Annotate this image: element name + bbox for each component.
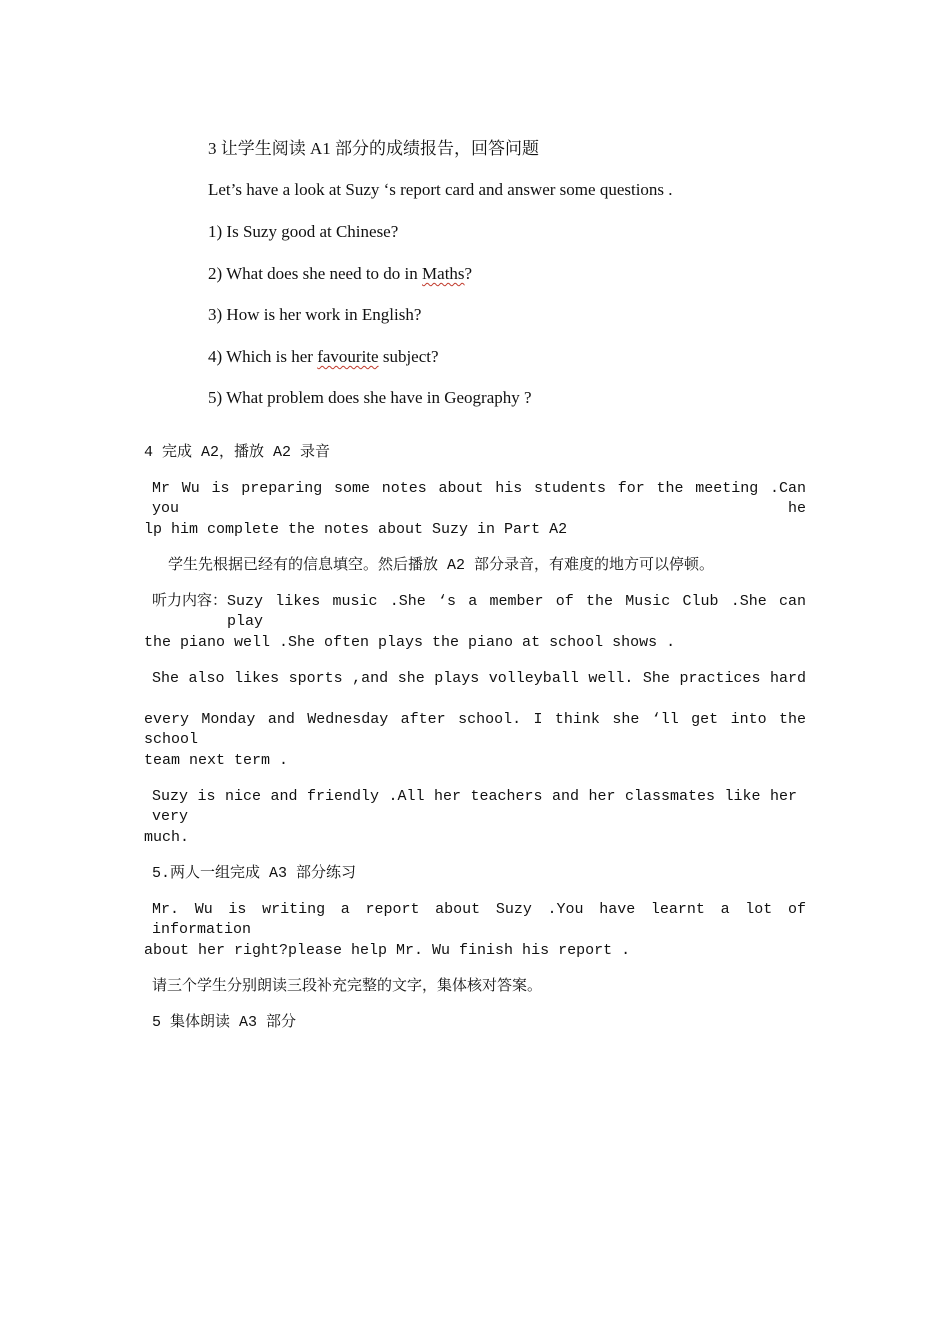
listening-label: 听力内容： — [152, 593, 228, 610]
listening-line-7: much. — [144, 829, 190, 846]
listening-line-2: the piano well .She often plays the piano at school shows . — [144, 634, 676, 651]
question-4 — [208, 347, 439, 367]
question-4-suffix: subject? — [378, 347, 439, 366]
question-2-suffix: ? — [464, 264, 473, 283]
section-4-instruction: 学生先根据已经有的信息填空。然后播放 A2 部分录音，有难度的地方可以停顿。 — [168, 557, 715, 574]
section-3-intro: Let’s have a look at Suzy ‘s report card and answer some questions . — [208, 180, 673, 199]
question-5: 5) What problem does she have in Geography ? — [208, 388, 532, 407]
listening-line-3: She also likes sports ,and she plays volleyball well. She practices hard — [152, 670, 806, 687]
section-3-heading: 3 让学生阅读 A1 部分的成绩报告，回答问题 — [208, 139, 540, 158]
section-5-line-1: Mr. Wu is writing a report about Suzy .You have learnt a lot of information — [152, 901, 806, 938]
listening-line-1 — [152, 592, 806, 632]
question-3: 3) How is her work in English? — [208, 305, 422, 324]
question-4-prefix: 4) Which is her — [208, 347, 318, 366]
listening-line-6: Suzy is nice and friendly .All her teachers and her classmates like her very — [152, 788, 797, 825]
listening-line-4: every Monday and Wednesday after school. I think she ‘ll get into the school — [144, 711, 806, 748]
question-2-maths-word: Maths — [422, 264, 465, 283]
question-1: 1) Is Suzy good at Chinese? — [208, 222, 399, 241]
section-5-instruction: 请三个学生分别朗读三段补充完整的文字，集体核对答案。 — [152, 978, 543, 995]
section-4-task-line-2: lp him complete the notes about Suzy in Part A2 — [144, 521, 568, 538]
section-5-heading: 5.两人一组完成 A3 部分练习 — [152, 865, 357, 882]
section-5-line-2: about her right?please help Mr. Wu finish his report . — [144, 942, 631, 959]
section-4-heading: 4 完成 A2，播放 A2 录音 — [144, 444, 331, 461]
listening-line-1-text: Suzy likes music .She ‘s a member of the Music Club .She can play — [227, 593, 806, 630]
question-2 — [208, 264, 472, 284]
section-4-task-line-1: Mr Wu is preparing some notes about his students for the meeting .Can you he — [152, 480, 806, 517]
question-2-prefix: 2) What does she need to do in — [208, 264, 423, 283]
question-4-favourite-word: favourite — [317, 347, 379, 366]
listening-line-5: team next term . — [144, 752, 289, 769]
section-5b-heading: 5 集体朗读 A3 部分 — [152, 1014, 297, 1031]
